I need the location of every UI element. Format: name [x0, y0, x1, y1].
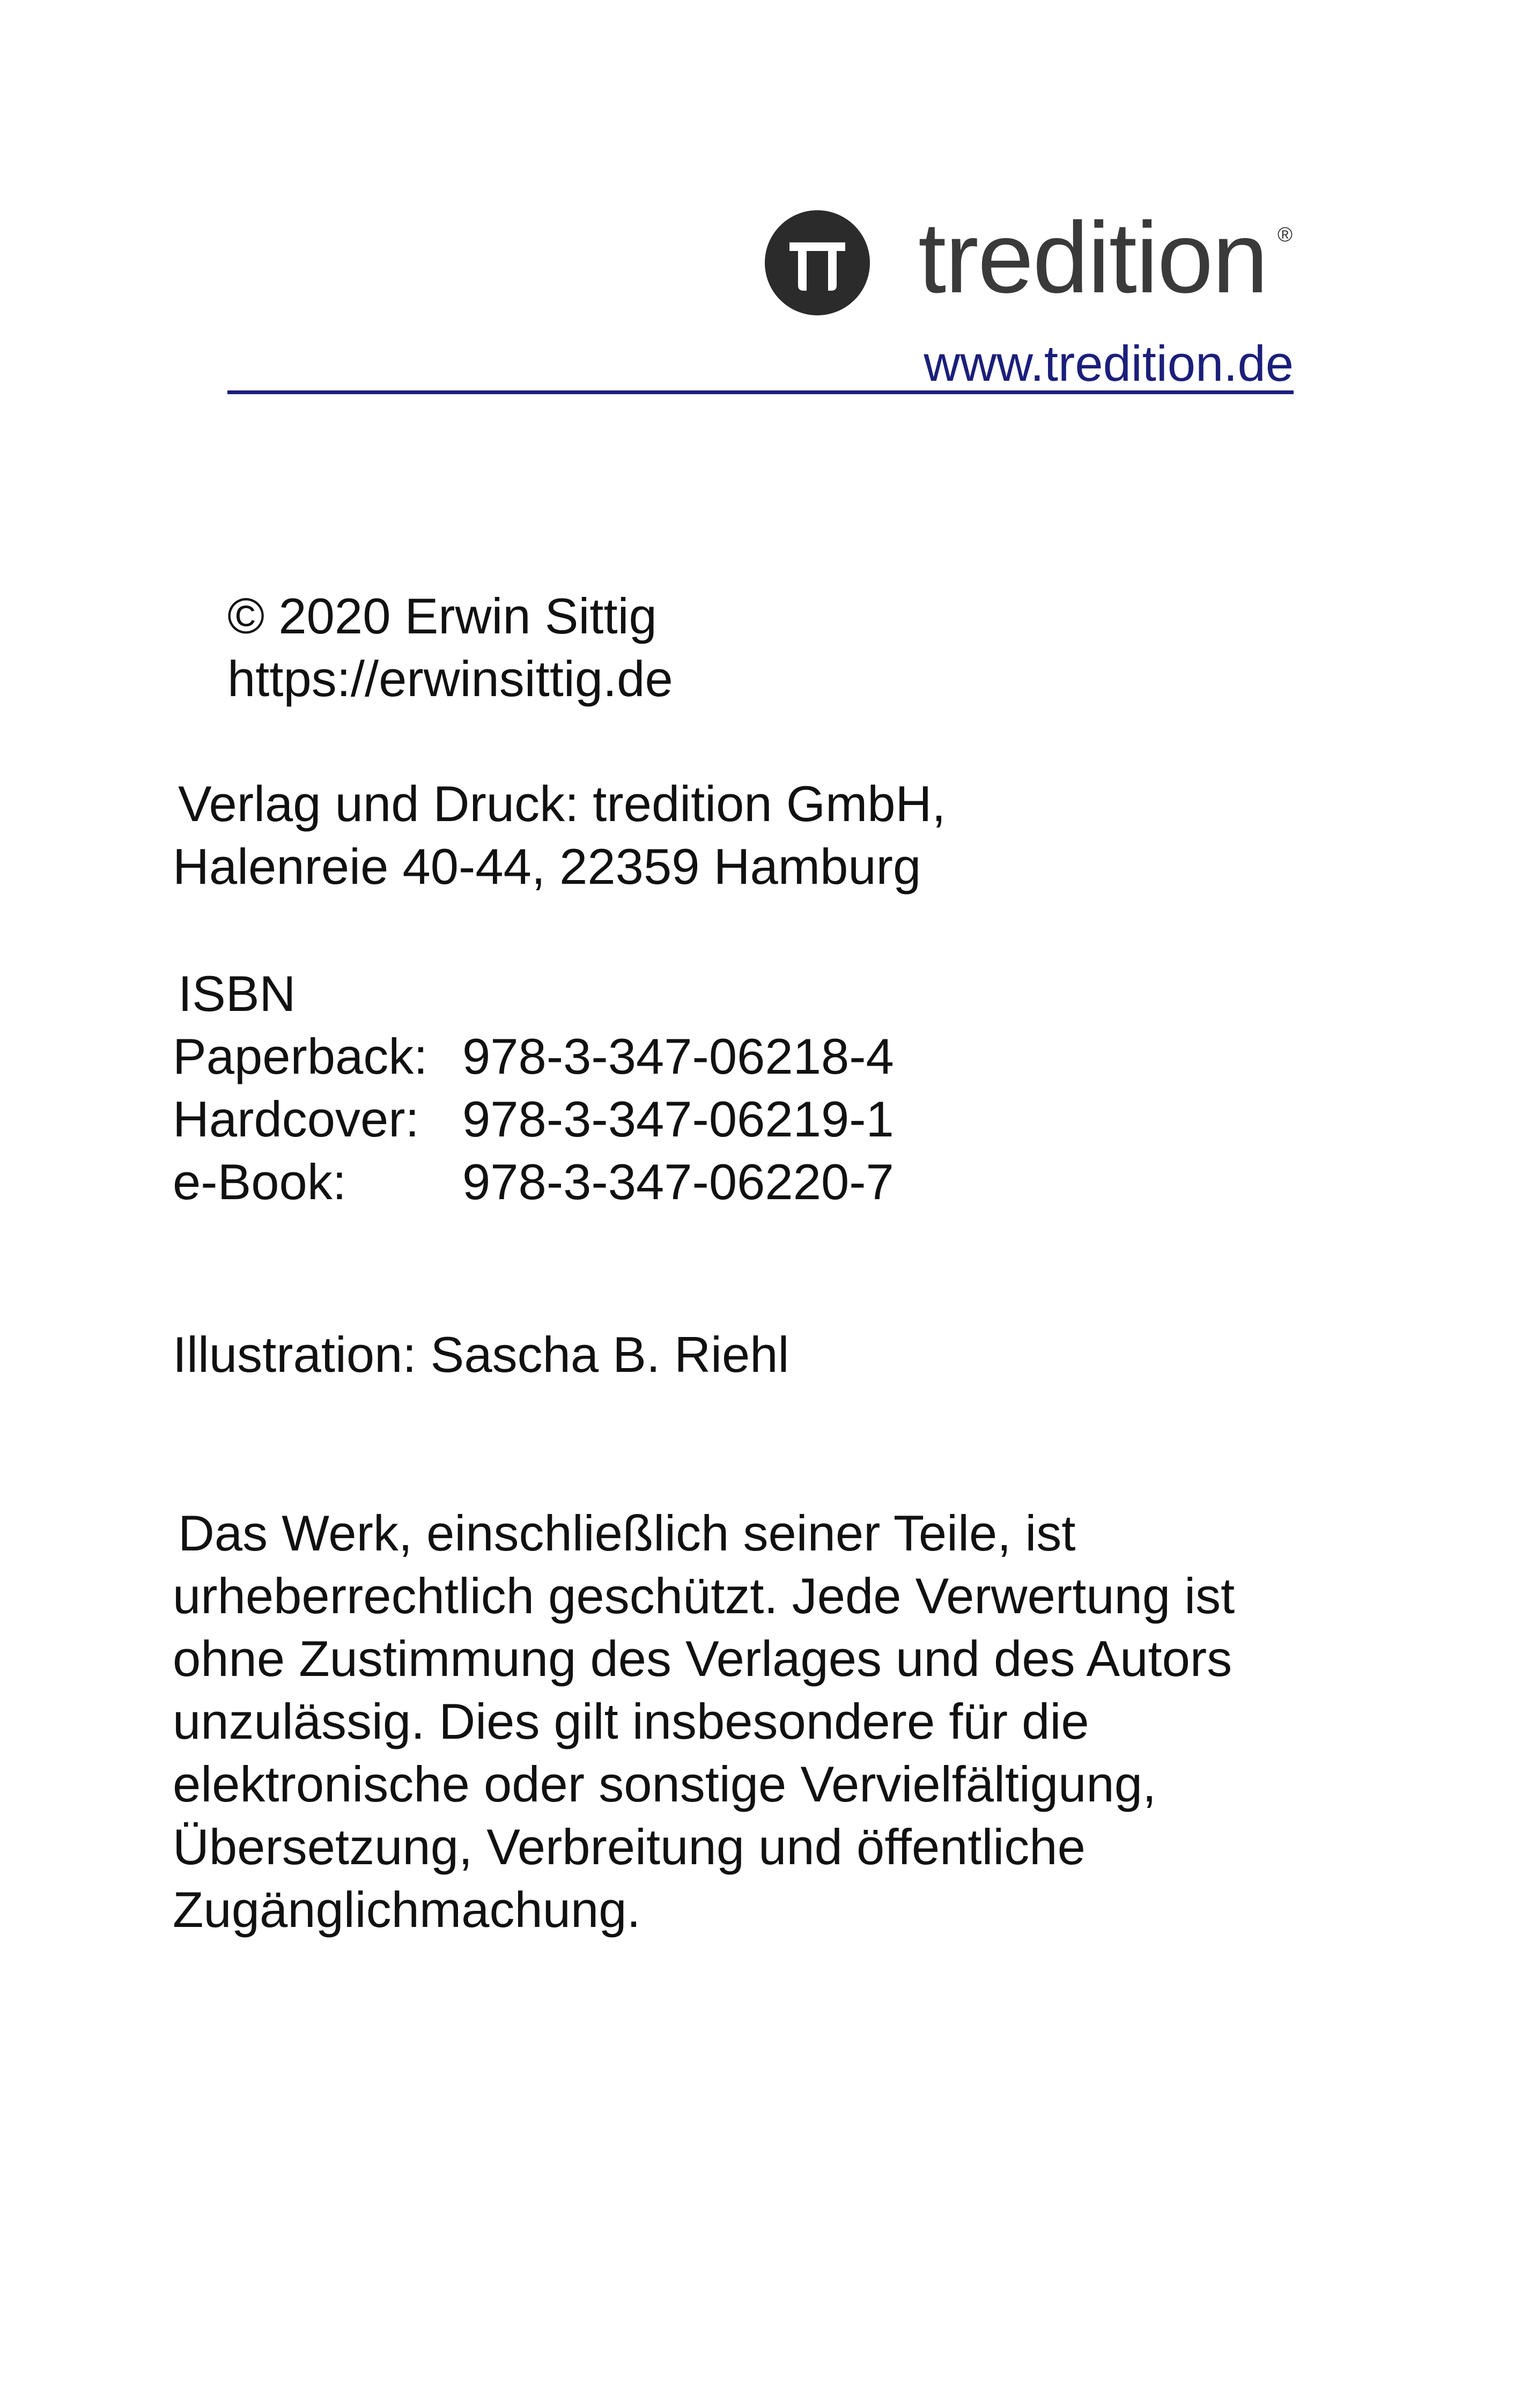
imprint-line-1: Verlag und Druck: tredition GmbH, — [178, 775, 946, 832]
publisher-url-rule — [227, 337, 1294, 394]
tredition-logo-icon — [764, 209, 871, 316]
isbn-value: 978-3-347-06220-7 — [462, 1154, 894, 1210]
logo-wordmark: tredition — [918, 201, 1267, 314]
isbn-label: Hardcover: — [173, 1091, 419, 1147]
author-website[interactable]: https://erwinsittig.de — [227, 651, 673, 707]
legal-notice-line: ohne Zustimmung des Verlages und des Autors — [173, 1630, 1232, 1687]
isbn-value: 978-3-347-06219-1 — [462, 1091, 894, 1147]
legal-notice-line: Zugänglichmachung. — [173, 1881, 641, 1938]
publisher-url-link[interactable]: www.tredition.de — [924, 335, 1294, 392]
illustration-credit: Illustration: Sascha B. Riehl — [173, 1326, 789, 1383]
isbn-label: e-Book: — [173, 1154, 346, 1210]
imprint-line-2: Halenreie 40-44, 22359 Hamburg — [173, 838, 921, 895]
legal-notice-line: urheberrechtlich geschützt. Jede Verwertung ist — [173, 1568, 1235, 1624]
isbn-value: 978-3-347-06218-4 — [462, 1028, 894, 1084]
legal-notice — [173, 1502, 1353, 1941]
legal-notice-line: elektronische oder sonstige Vervielfältigung, — [173, 1756, 1157, 1812]
logo-registered-mark: ® — [1278, 224, 1293, 246]
isbn-label: Paperback: — [173, 1028, 428, 1084]
legal-notice-line: Das Werk, einschließlich seiner Teile, ist — [178, 1505, 1076, 1561]
legal-notice-line: Übersetzung, Verbreitung und öffentliche — [173, 1819, 1086, 1875]
isbn-heading: ISBN — [178, 965, 296, 1022]
copyright-line: © 2020 Erwin Sittig — [227, 588, 657, 644]
publisher-logo — [764, 201, 1300, 322]
legal-notice-line: unzulässig. Dies gilt insbesondere für die — [173, 1693, 1089, 1749]
